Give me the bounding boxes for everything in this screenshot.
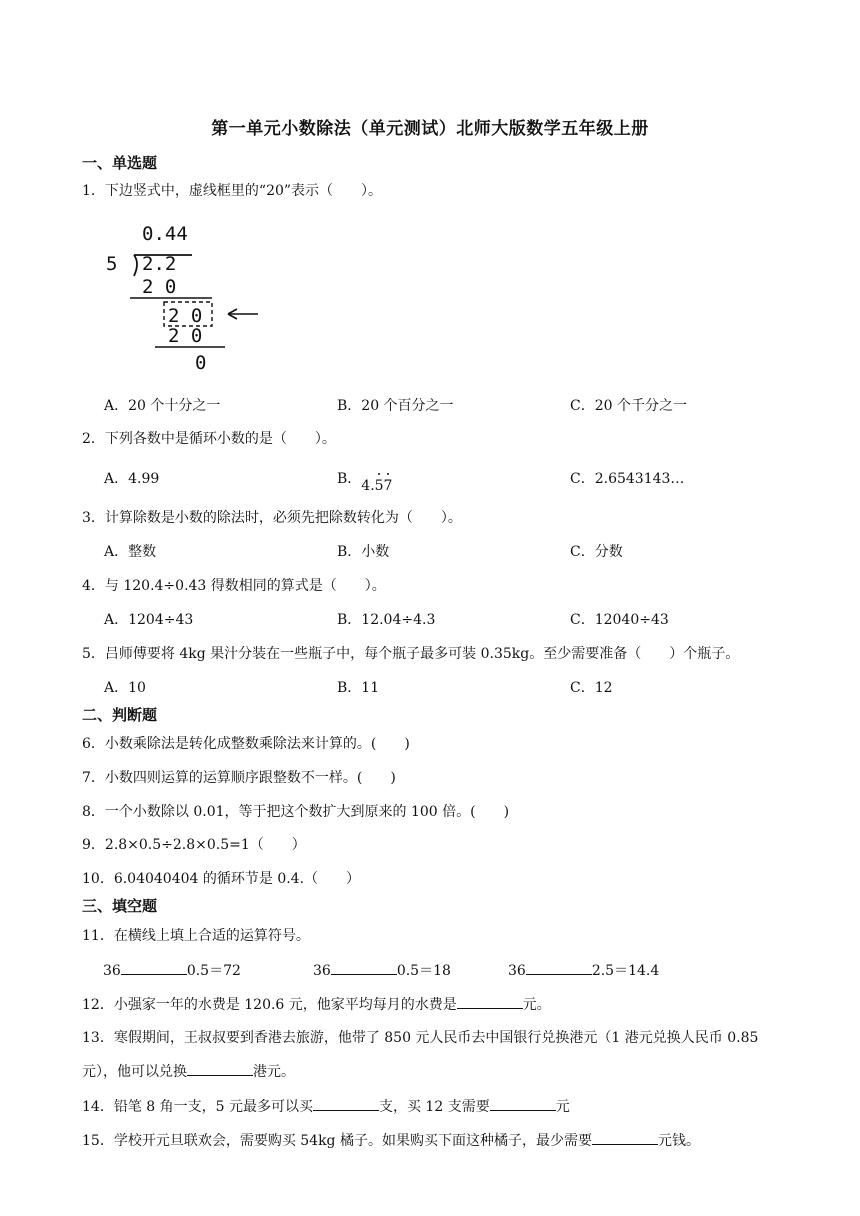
q5-option-a[interactable]: A．10: [104, 680, 146, 696]
q4-option-b[interactable]: B．12.04÷4.3: [337, 612, 436, 628]
page-title: 第一单元小数除法（单元测试）北师大版数学五年级上册: [211, 119, 649, 139]
q11-blank-1[interactable]: [121, 959, 187, 975]
question-15: 15．学校开元旦联欢会，需要购买 54kg 橘子。如果购买下面这种橘子，最少需要 元钱。: [82, 1129, 700, 1150]
question-4: 4．与 120.4÷0.43 得数相同的算式是（ ）。: [82, 578, 386, 594]
q11-expression-3: 36 2.5＝14.4: [508, 959, 659, 980]
q11-blank-2[interactable]: [331, 959, 397, 975]
q2-option-b-recurring-decimal: 4.57: [361, 478, 392, 494]
long-division-figure: [100, 218, 270, 378]
q13-blank[interactable]: [187, 1060, 253, 1076]
q2-option-c[interactable]: C．2.6543143…: [570, 471, 685, 487]
question-10: 10．6.04040404 的循环节是 0.4.（ ）: [82, 871, 361, 887]
q14-blank-1[interactable]: [313, 1095, 379, 1111]
division-row-1: 2 0: [142, 276, 177, 298]
question-8: 8．一个小数除以 0.01，等于把这个数扩大到原来的 100 倍。( ): [82, 804, 510, 820]
q3-option-b[interactable]: B．小数: [337, 544, 390, 560]
q3-option-c[interactable]: C．分数: [570, 544, 623, 560]
arrow-left-icon: [228, 309, 258, 319]
division-dividend: 2.2: [142, 253, 177, 275]
q5-option-c[interactable]: C．12: [570, 680, 613, 696]
q11-blank-3[interactable]: [526, 959, 592, 975]
q11-expression-2: 36 0.5＝18: [313, 959, 451, 980]
q1-option-b[interactable]: B．20 个百分之一: [337, 398, 454, 414]
question-11: 11．在横线上填上合适的运算符号。: [82, 928, 310, 944]
question-2: 2．下列各数中是循环小数的是（ ）。: [82, 431, 336, 447]
question-13-line-2: 元），他可以兑换 港元。: [82, 1060, 295, 1081]
division-boxed-number: 2 0: [168, 305, 203, 327]
q1-option-a[interactable]: A．20 个十分之一: [104, 398, 221, 414]
q11-expression-1: 36 0.5＝72: [103, 959, 241, 980]
q2-option-a[interactable]: A．4.99: [104, 471, 160, 487]
section-heading-single-choice: 一、单选题: [82, 154, 158, 172]
q1-option-c[interactable]: C．20 个千分之一: [570, 398, 687, 414]
q15-blank[interactable]: [592, 1129, 658, 1145]
question-1: 1．下边竖式中，虚线框里的“20”表示（ ）。: [82, 183, 383, 199]
division-remainder: 0: [195, 352, 207, 374]
section-heading-fill-in: 三、填空题: [82, 897, 158, 915]
q2-option-b-label: B．: [337, 471, 362, 487]
section-heading-true-false: 二、判断题: [82, 706, 158, 724]
question-7: 7．小数四则运算的运算顺序跟整数不一样。( ): [82, 770, 396, 786]
question-14: 14．铅笔 8 角一支，5 元最多可以买 支，买 12 支需要 元: [82, 1095, 570, 1116]
question-6: 6．小数乘除法是转化成整数乘除法来计算的。( ): [82, 736, 410, 752]
q4-option-c[interactable]: C．12040÷43: [570, 612, 669, 628]
q12-blank[interactable]: [457, 993, 523, 1009]
q5-option-b[interactable]: B．11: [337, 680, 380, 696]
q14-blank-2[interactable]: [490, 1095, 556, 1111]
division-quotient: 0.44: [142, 223, 188, 245]
division-row-3: 2 0: [168, 325, 203, 347]
q2-option-b[interactable]: [337, 468, 393, 494]
question-3: 3．计算除数是小数的除法时，必须先把除数转化为（ ）。: [82, 510, 462, 526]
q3-option-a[interactable]: A．整数: [104, 544, 157, 560]
question-5: 5．吕师傅要将 4kg 果汁分装在一些瓶子中，每个瓶子最多可装 0.35kg。至少需要准备（ ）个瓶子。: [82, 646, 740, 662]
question-13-line-1: 13．寒假期间，王叔叔要到香港去旅游，他带了 850 元人民币去中国银行兑换港元（1 港元兑换人民币 0.85: [82, 1030, 759, 1046]
question-9: 9．2.8×0.5÷2.8×0.5=1（ ）: [82, 837, 306, 853]
question-12: 12．小强家一年的水费是 120.6 元，他家平均每月的水费是 元。: [82, 993, 551, 1014]
q4-option-a[interactable]: A．1204÷43: [104, 612, 194, 628]
division-divisor: 5: [106, 253, 118, 275]
